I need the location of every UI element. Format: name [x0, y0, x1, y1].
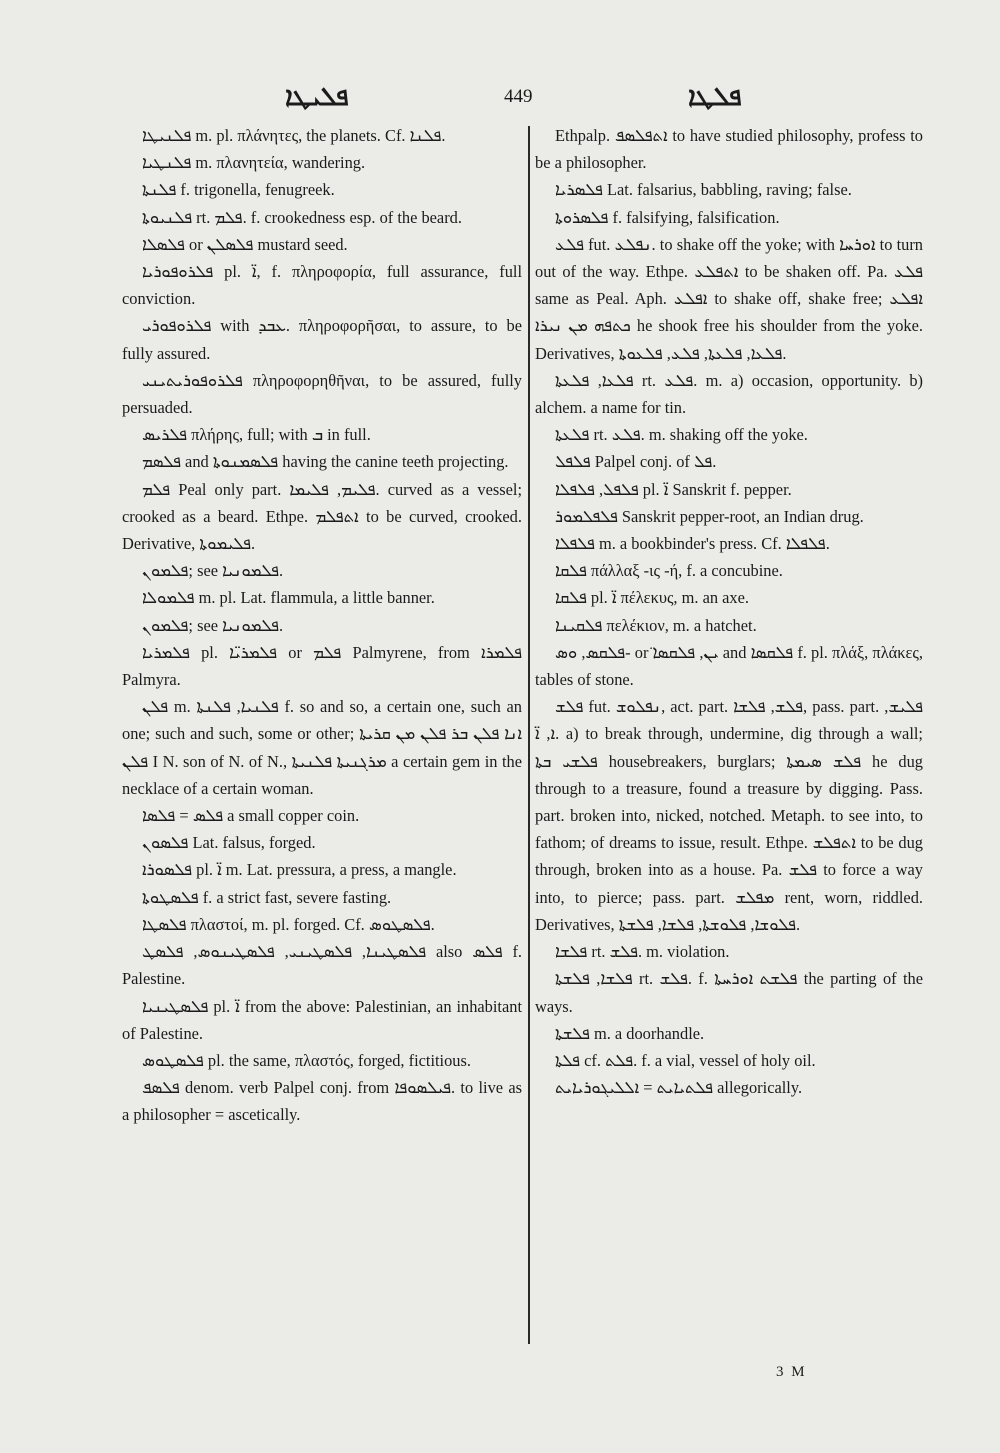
column-divider	[528, 126, 530, 1344]
dictionary-entry: ܦܠܡܘܢ; see ܦܠܡܘܢܝܐ.	[142, 615, 284, 635]
dictionary-entry: ܦܠܬܝܐܝܬ = ܐܠܠܝܓܘܪܝܐܝܬ allegorically.	[555, 1078, 803, 1098]
running-header	[0, 80, 1000, 120]
dictionary-entry: ܦܠܢ m. ܦܠܢܝܐ, ܦܠܢܬܐ f. so and so, a certain one, such an one; such and such, some or other; ܐܢܐ ܦܠܢ ܒܪ ܦܠܢ ܡܢ ܩܪܝܬܐ ܦܠܢ I N. son of N. of N., ܡܪܓܢܝܬܐ ܦܠܢܝܬܐ a certain gem in the necklace of a certain woman.	[122, 697, 523, 798]
dictionary-entry: ܦܠܪܘܦܘܪܝܐ pl. ܐ̈, f. πληροφορία, full assurance, full conviction.	[122, 262, 522, 309]
dictionary-entry: ܦܠܩܝܢܐ πελέκιον, m. a hatchet.	[555, 615, 757, 635]
dictionary-entry: ܦܠܪܘܦܘܪܝ with ܥܒܕ. πληροφορῆσαι, to assure, to be fully assured.	[122, 316, 522, 363]
left-running-head: ܦܠܝܛܐ	[285, 82, 349, 111]
right-running-head: ܦܠܛܐ	[688, 82, 742, 111]
dictionary-entry: ܦܠܫ fut. ܢܦܠܘܫ, act. part. ܦܠܫ, ܦܠܫܐ, pass. part. ܦܠܝܫ, ܐ, ܐ̈. a) to break through, undermine, dig through a wall; ܦܠܫܝ ܒܬܐ housebreakers, burglars; ܦܠܫ ܣܝܡܬܐ he dug through to a treasure, found a treasure by digging. Pass. part. broken into, nicked, notched. Metaph. to see into, to fathom; of dreams to issue, result. Ethpe. ܐܬܦܠܫ to be dug through, broken into as a house. Pa. ܦܠܫ to force a way into, to pierce; pass. part. ܡܦܠܫ rent, worn, riddled. Derivatives, ܦܠܘܫܐ, ܦܠܘܫܬܐ, ܦܠܫܐ, ܦܠܫܬܐ.	[535, 697, 924, 934]
signature-mark: 3 M	[776, 1364, 807, 1380]
dictionary-entry: ܦܠܢܝܘܬܐ rt. ܦܠܡ. f. crookedness esp. of the beard.	[142, 207, 462, 227]
dictionary-entry: ܦܠܩܐ πάλλαξ -ις -ή, f. a concubine.	[555, 561, 783, 581]
dictionary-entry: ܦܠܦܠ Palpel conj. of ܦܠ.	[555, 452, 717, 472]
dictionary-entry: ܦܠܡܘܢ; see ܦܠܡܘܢܝܐ.	[142, 561, 284, 581]
dictionary-entry: ܦܠܣܛܝܢܝܐ pl. ܐ̈ from the above: Palestinian, an inhabitant of Palestine.	[122, 996, 523, 1043]
dictionary-entry: ܦܠܥ fut. ܢܦܠܥ. to shake off the yoke; with ܐܘܪܚܐ to turn out of the way. Ethpe. ܐܬܦܠܥ to be shaken off. Pa. ܦܠܥ same as Peal. Aph. ܐܦܠܥ to shake off, shake free; ܐܦܠܥ ܟܬܦܗ ܡܢ ܢܝܪܐ he shook free his shoulder from the yoke. Derivatives, ܦܠܥܐ, ܦܠܥܬܐ, ܦܠܥ, ܦܠܥܘܬܐ.	[535, 234, 924, 363]
dictionary-entry: ܦܠܩܐ pl. ܐ̈ πέλεκυς, m. an axe.	[555, 588, 749, 608]
dictionary-entry: ܦܠܣܦ denom. verb Palpel conj. from ܦܝܠܣܘܦܐ. to live as a philosopher = ascetically.	[122, 1078, 522, 1125]
dictionary-entry: ܦܠܡܘܠܐ m. pl. Lat. flammula, a little banner.	[142, 588, 435, 608]
dictionary-entry: ܦܠܫܬܐ m. a doorhandle.	[555, 1023, 705, 1043]
dictionary-entry: ܦܠܩܣ, ܘܣ- or ̈ܝܢ, ܦܠܩܣܐ and ܦܠܩܣܐ f. pl. πλάξ, πλάκες, tables of stone.	[535, 642, 923, 690]
dictionary-entry: ܦܠܪܘܦܘܪܝܬܝܢܝ πληροφορηθῆναι, to be assured, fully persuaded.	[122, 370, 522, 418]
dictionary-entry: ܦܠܣܪܝܐ Lat. falsarius, babbling, raving; false.	[555, 180, 852, 200]
dictionary-entry: ܦܠܫܐ, ܦܠܫܬܐ rt. ܦܠܫ. f. ܦܠܫܬ ܐܘܪܚܬܐ the parting of the ways.	[535, 969, 923, 1016]
left-column	[122, 122, 522, 1129]
right-column	[535, 122, 923, 1101]
dictionary-entry: ܦܠܦܠܡܘܪ Sanskrit pepper-root, an Indian drug.	[555, 506, 864, 526]
dictionary-entry: ܦܠܣܛܐ πλαστοί, m. pl. forged. Cf. ܦܠܣܛܘܣ.	[142, 914, 435, 934]
dictionary-entry: ܦܠܥܬܐ rt. ܦܠܥ. m. shaking off the yoke.	[555, 425, 808, 445]
dictionary-entry: ܦܠܢܝܛܐ m. pl. πλάνητες, the planets. Cf. ܦܠܢܐ.	[142, 126, 446, 145]
dictionary-entry: ܦܠܣܠܐ or ܦܠܣܠܢ mustard seed.	[142, 234, 348, 254]
page-number: 449	[504, 86, 533, 107]
dictionary-entry: ܦܠܡ Peal only part. ܦܠܝܡ, ܦܠܝܡܐ. curved as a vessel; crooked as a beard. Ethpe. ܐܬܦܠܡ to be curved, crooked. Derivative, ܦܠܝܡܘܬܐ.	[122, 479, 522, 554]
dictionary-entry: ܦܠܢܛܝܐ m. πλανητεία, wandering.	[142, 153, 366, 173]
dictionary-entry: Ethpalp. ܐܬܦܠܣܦ to have studied philosophy, profess to be a philosopher.	[535, 126, 923, 173]
dictionary-entry: ܦܠܬܐ cf. ܦܠܬ. f. a vial, vessel of holy oil.	[555, 1050, 816, 1070]
dictionary-entry: ܦܠܫܐ rt. ܦܠܫ. m. violation.	[555, 942, 730, 962]
dictionary-entry: ܦܠܣܛܘܬܐ f. a strict fast, severe fasting.	[142, 887, 392, 907]
dictionary-entry: ܦܠܪܝܣ πλήρης, full; with ܒ in full.	[142, 425, 371, 445]
dictionary-entry: ܦܠܦܠܐ m. a bookbinder's press. Cf. ܦܠܦܠܐ.	[555, 534, 830, 554]
dictionary-entry: ܦܠܣܛܘܣ pl. the same, πλαστός, forged, fictitious.	[142, 1050, 471, 1070]
dictionary-entry: ܦܠܣܡ and ܦܠܣܡܢܘܬܐ having the canine teeth projecting.	[142, 452, 509, 472]
dictionary-entry: ܦܠܥܐ, ܦܠܥܬܐ rt. ܦܠܥ. m. a) occasion, opportunity. b) alchem. a name for tin.	[535, 370, 923, 418]
dictionary-entry: ܦܠܣܘܢ Lat. falsus, forged.	[142, 833, 316, 853]
dictionary-entry: ܦܠܣ = ܦܠܣܐ a small copper coin.	[142, 806, 360, 826]
dictionary-entry: ܦܠܡܪܝܐ pl. ܦܠܡܪܝ̈ܐ or ܦܠܡ Palmyrene, from ܦܠܡܪܐ Palmyra.	[122, 642, 522, 690]
dictionary-entry: ܦܠܦܠ, ܦܠܦܠܐ pl. ܐ̈ Sanskrit f. pepper.	[555, 479, 792, 499]
dictionary-entry: ܦܠܢܬܐ f. trigonella, fenugreek.	[142, 180, 335, 200]
dictionary-entry: ܦܠܣܘܪܐ pl. ܐ̈ m. Lat. pressura, a press, a mangle.	[142, 860, 457, 880]
dictionary-entry: ܦܠܣܪܘܬܐ f. falsifying, falsification.	[555, 207, 780, 227]
dictionary-entry: ܦܠܣܛܝܢܐ, ܦܠܣܛܝܢܝ, ܦܠܣܛܝܢܘܣ, ܦܠܣܛ also ܦܠܣ f. Palestine.	[122, 942, 522, 989]
